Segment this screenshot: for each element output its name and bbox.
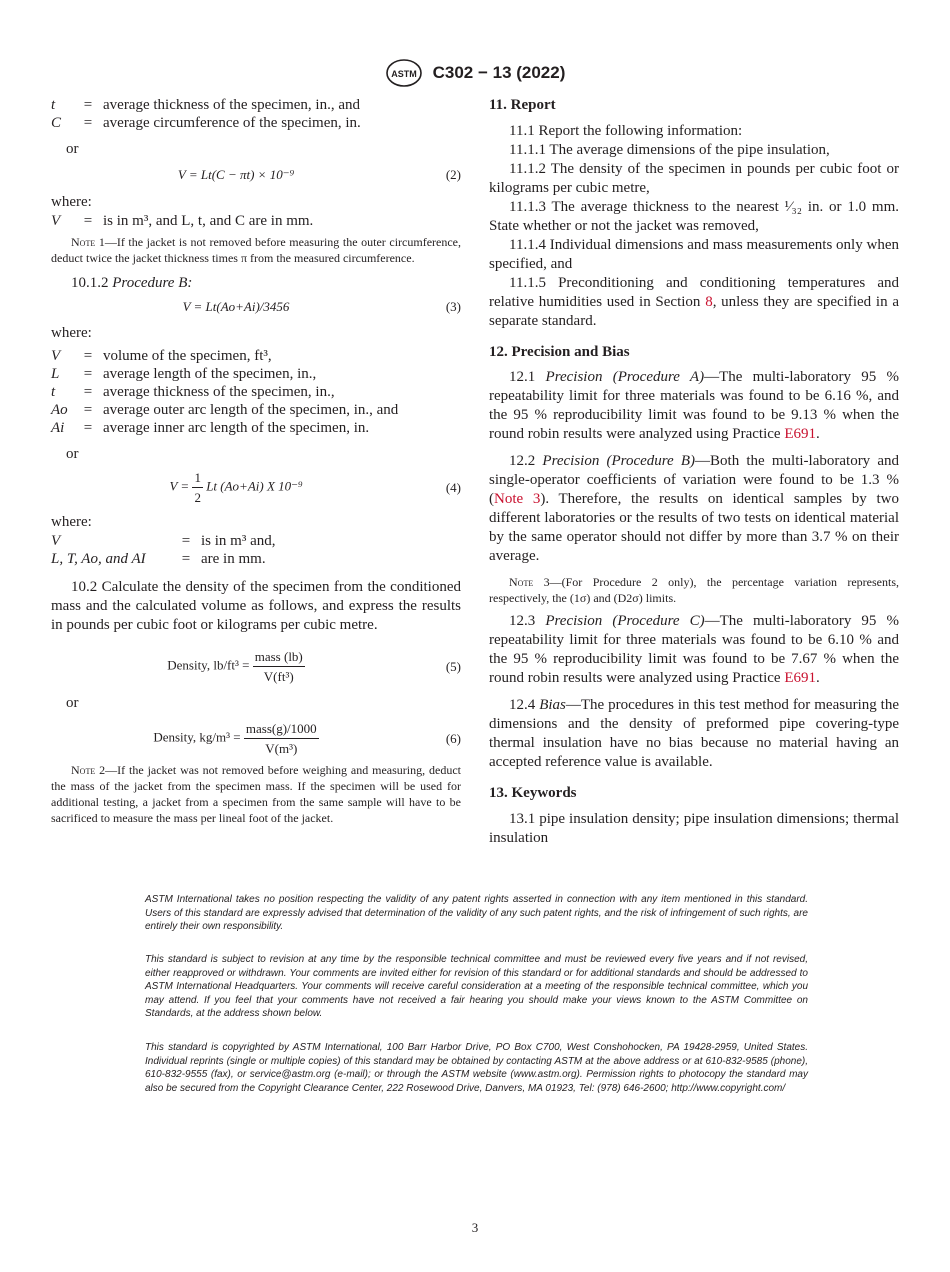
equation-5 xyxy=(51,647,461,686)
equation-number: (2) xyxy=(445,167,461,182)
definition-row: L, T, Ao, and AI = are in mm. xyxy=(51,551,266,567)
astm-logo-icon xyxy=(385,58,423,88)
paragraph-13-1: 13.1 pipe insulation density; pipe insulation dimensions; thermal insulation xyxy=(489,811,899,846)
page-header xyxy=(0,58,950,88)
paragraph-12-4: 12.4 Bias—The procedures in this test method for measuring the dimensions and the density of preformed pipe covering-type thermal insulation have no bias because no material having an accepted reference value is available. xyxy=(489,697,899,770)
definition-row: Ao = average outer arc length of the specimen, in., and xyxy=(51,402,399,418)
equation-expression: V = Lt(Ao+Ai)/3456 xyxy=(182,299,290,314)
document-id: C302 − 13 (2022) xyxy=(432,63,566,82)
or-text: or xyxy=(66,446,79,462)
section-11-heading: 11. Report xyxy=(489,97,556,113)
section-12-heading: 12. Precision and Bias xyxy=(489,344,630,360)
paragraph-12-3: 12.3 Precision (Procedure C)—The multi-laboratory 95 % repeatability limit for three materials was found to be 6.10 % and the 95 % reproducibility limit was found to be 7.67 % when the round robin results were analyzed using Practice E691. xyxy=(489,613,900,686)
note-3: Note 3—(For Procedure 2 only), the percentage variation represents, respectively, the (1σ) and (D2σ) limits. xyxy=(489,575,899,605)
note-3-link[interactable]: Note 3 xyxy=(494,491,541,507)
definition-row: V = is in m³ and, xyxy=(51,533,276,549)
equation-expression: V = $\frac{1}{2}$ Lt (Ao+Ai) X 10⁻⁹ xyxy=(169,470,303,505)
e691-link[interactable]: E691 xyxy=(784,426,816,442)
note-1: Note 1—If the jacket is not removed before measuring the outer circumference, deduct twice the jacket thickness times π from the measured circumference. xyxy=(51,235,462,265)
definition-row: C = average circumference of the specimen, in. xyxy=(51,115,361,131)
equation-number: (6) xyxy=(445,731,461,746)
equation-number: (4) xyxy=(445,480,461,495)
equation-6 xyxy=(51,719,461,758)
left-column xyxy=(51,96,461,826)
definition-row: V = volume of the specimen, ft³, xyxy=(51,348,272,364)
right-column xyxy=(489,96,899,848)
equation-3 xyxy=(51,297,461,316)
paragraph-11-1-2: 11.1.2 The density of the specimen in pounds per cubic foot or kilograms per cubic metre, xyxy=(489,161,899,196)
definitions-c xyxy=(51,532,461,568)
paragraph-11-1-4: 11.1.4 Individual dimensions and mass measurements only when specified, and xyxy=(489,237,899,272)
paragraph-11-1-1: 11.1.1 The average dimensions of the pipe insulation, xyxy=(509,142,830,158)
equation-number: (5) xyxy=(445,659,461,674)
definition-v-mm: V = is in m³, and L, t, and C are in mm. xyxy=(51,213,314,229)
definition-row: t = average thickness of the specimen, in., xyxy=(51,384,335,400)
footer-patent-notice: ASTM International takes no position respecting the validity of any patent rights asserted in connection with any item mentioned in this standard. Users of this standard are expressly advised that determination of the validity of any such patent rights, and the risk of infringement of such rights, are entirely their own responsibility. xyxy=(145,894,808,932)
equation-2 xyxy=(51,165,461,184)
footer-revision-notice: This standard is subject to revision at any time by the responsible technical committee and must be reviewed every five years and if not revised, either reapproved or withdrawn. Your comments are invited either for revision of this standard or for additional standards and should be addressed to ASTM International Headquarters. Your comments will receive careful consideration at a meeting of the responsible technical committee, which you may attend. If you feel that your comments have not received a fair hearing you should make your views known to the ASTM Committee on Standards, at the address shown below. xyxy=(145,954,808,1019)
e691-link[interactable]: E691 xyxy=(784,670,816,686)
paragraph-11-1: 11.1 Report the following information: xyxy=(509,123,743,139)
procedure-b-heading: 10.1.2 Procedure B: xyxy=(71,275,193,291)
where-text: where: xyxy=(51,514,92,530)
section-8-link[interactable]: 8 xyxy=(705,294,713,310)
svg-text:ASTM: ASTM xyxy=(390,69,417,79)
note-2: Note 2—If the jacket was not removed before weighing and measuring, deduct the mass of the jacket from the specimen mass. If the specimen will be used for additional testing, a jacket from a specimen from the same sample will have to be sacrificed to measure the mass per lineal foot of the jacket. xyxy=(51,763,461,825)
paragraph-11-1-5: 11.1.5 Preconditioning and conditioning temperatures and relative humidities used in Section 8, unless they are specified in a separate standard. xyxy=(489,275,899,329)
definition-row: t = average thickness of the specimen, in., and xyxy=(51,97,360,113)
section-13-heading: 13. Keywords xyxy=(489,785,577,801)
or-text: or xyxy=(66,695,79,711)
page-number: 3 xyxy=(471,1220,479,1235)
paragraph-10-2: 10.2 Calculate the density of the specimen from the conditioned mass and the calculated volume as follows, and express the results in pounds per cubic foot or kilograms per cubic metre. xyxy=(51,579,461,633)
paragraph-11-1-3: 11.1.3 The average thickness to the nearest ¹⁄₃₂ in. or 1.0 mm. State whether or not the jacket was removed, xyxy=(489,199,899,234)
equation-4 xyxy=(51,468,461,507)
footer-copyright-notice: This standard is copyrighted by ASTM International, 100 Barr Harbor Drive, PO Box C700, West Conshohocken, PA 19428-2959, United States. Individual reprints (single or multiple copies) of this standard may be obtained by contacting ASTM at the above address or at 610-832-9585 (phone), 610-832-9555 (fax), or service@astm.org (e-mail); or through the ASTM website (www.astm.org). Permission rights to photocopy the standard may also be secured from the Copyright Clearance Center, 222 Rosewood Drive, Danvers, MA 01923, Tel: (978) 646-2600; http://www.copyright.com/ xyxy=(145,1042,808,1094)
equation-expression: V = Lt(C − πt) × 10⁻⁹ xyxy=(177,167,295,182)
paragraph-12-1: 12.1 Precision (Procedure A)—The multi-laboratory 95 % repeatability limit for three materials was found to be 6.16 %, and the 95 % reproducibility limit was found to be 9.13 % when the round robin results were analyzed using Practice E691. xyxy=(489,369,900,442)
definition-row: Ai = average inner arc length of the specimen, in. xyxy=(51,420,370,436)
definitions-a xyxy=(51,96,461,132)
equation-expression: Density, kg/m³ = $\frac{\text{mass(g)/1000}}{\text{V(m³)}}$ xyxy=(153,721,317,756)
definitions-b xyxy=(51,347,461,437)
equation-number: (3) xyxy=(445,299,461,314)
definition-row: L = average length of the specimen, in., xyxy=(51,366,317,382)
where-text: where: xyxy=(51,194,92,210)
paragraph-12-2: 12.2 Precision (Procedure B)—Both the multi-laboratory and single-operator coefficients of variation were found to be 1.3 % (Note 3). Therefore, the results on identical samples by two different laboratories or the results of two tests on identical material by the same operator should not differ by more than 3.7 % on their average. xyxy=(489,453,900,564)
equation-expression: Density, lb/ft³ = $\frac{\text{mass (lb)}}{\text{V(ft³)}}$ xyxy=(167,649,303,684)
or-text: or xyxy=(66,141,79,157)
where-text: where: xyxy=(51,325,92,341)
